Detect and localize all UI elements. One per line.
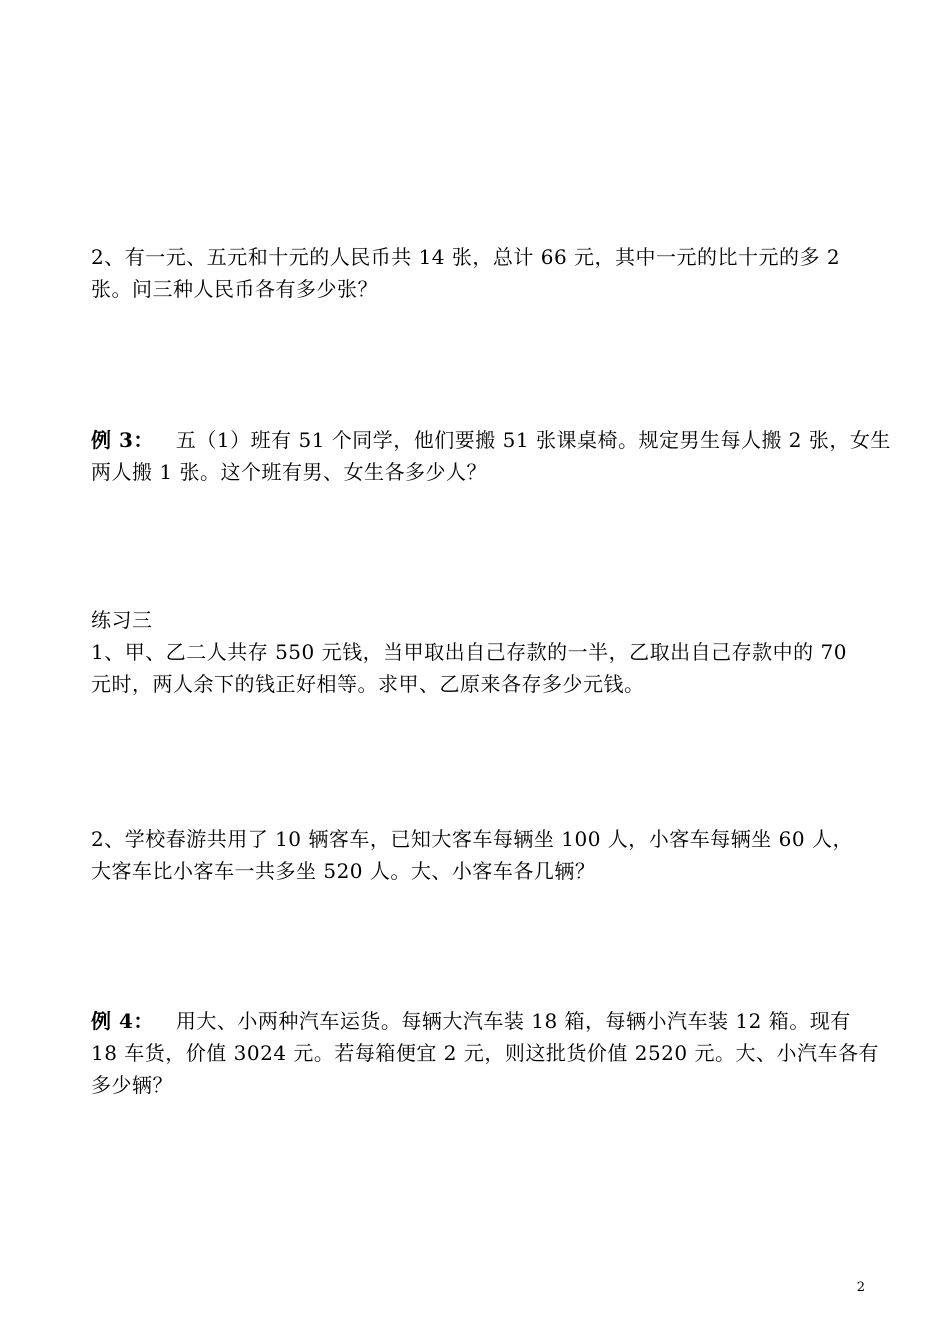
practice-3-question-2 — [91, 823, 871, 887]
problem-text-line: 五（1）班有 51 个同学，他们要搬 51 张课桌椅。规定男生每人搬 2 张，女生 — [175, 428, 891, 452]
problem-text-line: 18 车货，价值 3024 元。若每箱便宜 2 元，则这批货价值 2520 元。大、小汽车各有 — [91, 1041, 879, 1065]
section-title: 练习三 — [91, 608, 153, 632]
example-3 — [91, 424, 891, 488]
problem-text-line: 两人搬 1 张。这个班有男、女生各多少人？ — [91, 460, 487, 484]
problem-text-line: 2、学校春游共用了 10 辆客车，已知大客车每辆坐 100 人，小客车每辆坐 60 人， — [91, 827, 853, 851]
page-number: 2 — [856, 1280, 865, 1295]
practice-3-section — [91, 604, 871, 700]
example-label: 例 4： — [91, 1009, 154, 1033]
example-4 — [91, 1005, 879, 1101]
problem-2-money — [91, 241, 871, 305]
problem-text-line: 用大、小两种汽车运货。每辆大汽车装 18 箱，每辆小汽车装 12 箱。现有 — [175, 1009, 851, 1033]
problem-text-line: 2、有一元、五元和十元的人民币共 14 张，总计 66 元，其中一元的比十元的多 2 — [91, 245, 841, 269]
example-label: 例 3： — [91, 428, 154, 452]
problem-text-line: 大客车比小客车一共多坐 520 人。大、小客车各几辆？ — [91, 859, 596, 883]
problem-text-line: 多少辆？ — [91, 1073, 173, 1097]
problem-text-line: 1、甲、乙二人共存 550 元钱，当甲取出自己存款的一半，乙取出自己存款中的 70 — [91, 640, 847, 664]
problem-text-line: 元时，两人余下的钱正好相等。求甲、乙原来各存多少元钱。 — [91, 672, 645, 696]
problem-text-line: 张。问三种人民币各有多少张？ — [91, 277, 378, 301]
